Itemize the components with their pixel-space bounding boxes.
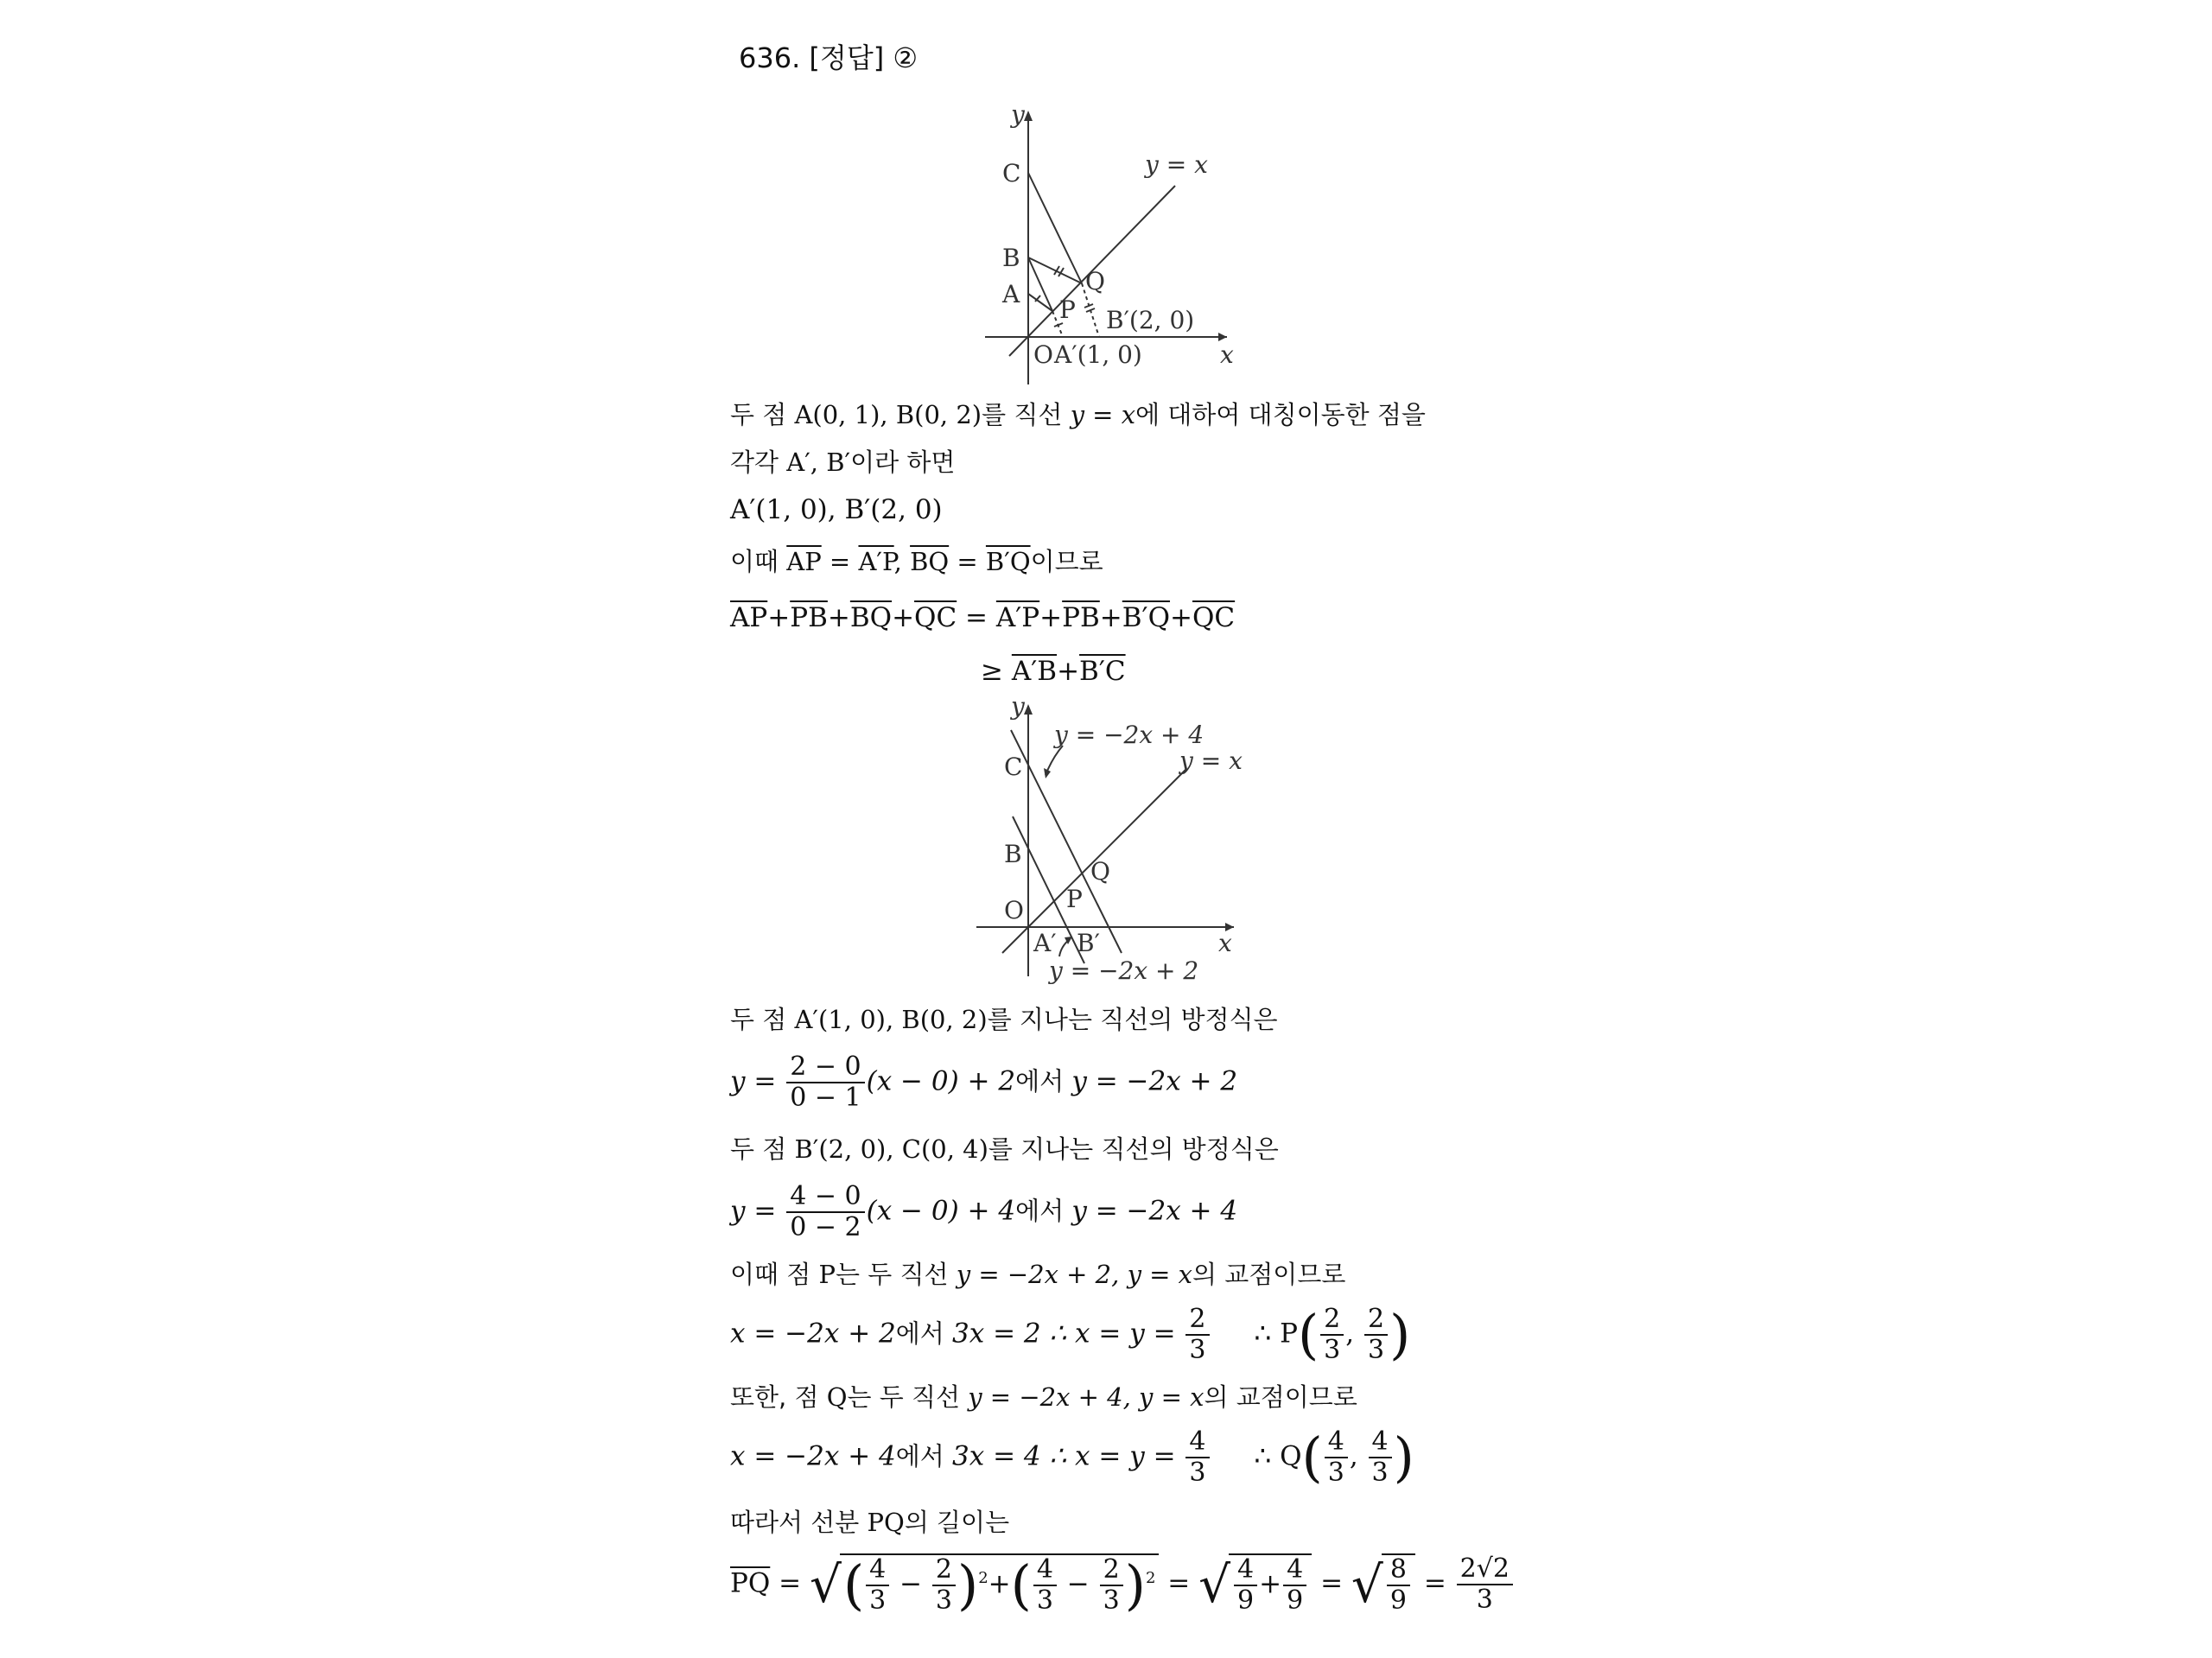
math-expr: y = −2x + 4 [1071, 1195, 1238, 1227]
math-op: + [892, 602, 915, 633]
text-run: 에서 [1015, 1066, 1072, 1096]
point-q-label: Q [1085, 267, 1105, 295]
fraction-numerator: 4 [1369, 1427, 1392, 1458]
text-line-13 [730, 1380, 1357, 1414]
fraction [1320, 1305, 1344, 1365]
fraction [1185, 1427, 1209, 1488]
fraction-numerator: 2 [1100, 1555, 1123, 1586]
origin-label: O [1033, 340, 1053, 369]
fraction-denominator: 3 [1324, 1335, 1341, 1365]
segment-label: $\overline{QC}$ [914, 602, 957, 633]
text-line-8 [730, 1052, 1237, 1113]
fraction-denominator: 0 − 1 [790, 1083, 861, 1113]
text-run: 의 길이는 [904, 1508, 1010, 1537]
line-y-equals-x-label: y = x [1145, 150, 1208, 179]
segment-bq [1028, 257, 1082, 283]
text-line-1 [730, 397, 1426, 432]
left-paren: ( [1297, 1303, 1319, 1366]
segment-label: B′Q [1122, 602, 1171, 633]
text-run: 는 두 직선 [836, 1260, 957, 1289]
math-points: A′(1, 0), B(0, 2) [794, 1005, 988, 1034]
segment-cq [1028, 173, 1082, 283]
segment-label: $\overline{AP}$ [786, 547, 822, 576]
fraction [786, 1052, 864, 1113]
segment-label: A′B [1011, 656, 1058, 687]
exponent: 2 [978, 1569, 988, 1588]
math-line: y = x [1070, 400, 1136, 429]
text-line-12 [730, 1305, 1410, 1365]
text-line-14 [730, 1427, 1414, 1488]
problem-header [739, 41, 918, 75]
fraction-denominator: 3 [1189, 1458, 1206, 1488]
fraction-numerator: 4 [1234, 1555, 1257, 1586]
fraction [1033, 1555, 1057, 1616]
origin-label: O [1004, 896, 1024, 924]
fraction-denominator: 0 − 2 [790, 1212, 861, 1242]
right-paren: ) [1124, 1553, 1146, 1617]
fraction-denominator: 9 [1287, 1585, 1304, 1616]
math-op: = [770, 1567, 810, 1599]
fraction-numerator: 2 [932, 1555, 956, 1586]
point-b-prime-label: B′ [1077, 929, 1100, 957]
math-op: + [827, 602, 850, 633]
math-op: ≥ [981, 656, 1012, 687]
line-y-equals-x-label: y = x [1179, 746, 1243, 775]
text-run: 두 점 [730, 1134, 795, 1164]
fraction [1234, 1555, 1257, 1616]
math-expr: x = −2x + 4 [730, 1440, 896, 1472]
math-expr: (x − 0) + 4 [866, 1195, 1016, 1227]
text-run: 이때 [730, 547, 787, 576]
fraction-denominator: 3 [1036, 1585, 1053, 1616]
text-run: 따라서 선분 [730, 1508, 868, 1537]
segment-label: $\overline{PB}$ [790, 602, 828, 633]
text-run: 이므로 [1030, 547, 1103, 576]
text-line-10 [730, 1182, 1237, 1242]
math-op: + [767, 602, 791, 633]
point-c-label: C [1002, 159, 1021, 187]
segment-label: $\overline{QC}$ [1192, 602, 1236, 633]
text-run: 이라 하면 [850, 448, 956, 477]
fraction-denominator: 9 [1237, 1585, 1255, 1616]
point-a-prime-label: A′ [1033, 929, 1057, 957]
figure-intersection-lines [959, 696, 1253, 989]
radical-sign: √ [1198, 1555, 1231, 1614]
right-paren: ) [957, 1553, 979, 1617]
line-lower-label: y = −2x + 2 [1049, 956, 1199, 985]
fraction-denominator: 3 [869, 1585, 887, 1616]
text-line-9 [730, 1132, 1279, 1166]
point-b-prime-label: B′(2, 0) [1106, 306, 1195, 334]
radical-sign: √ [1351, 1555, 1383, 1614]
left-paren: ( [842, 1553, 865, 1617]
text-line-15 [730, 1505, 1009, 1540]
point-b-label: B [1004, 840, 1022, 868]
fraction-denominator: 3 [1367, 1335, 1385, 1365]
math-op: + [1259, 1568, 1282, 1600]
fraction-numerator: 4 − 0 [786, 1182, 864, 1213]
text-run: 또한, 점 [730, 1382, 827, 1412]
problem-number: 636. [739, 41, 801, 74]
math-point: ∴ Q [1254, 1440, 1302, 1472]
right-paren: ) [1389, 1303, 1411, 1366]
fraction [786, 1182, 864, 1242]
segment-label: A′P [995, 602, 1040, 633]
math-op: − [891, 1568, 931, 1600]
segment-label: $\overline{PB}$ [1062, 602, 1100, 633]
radical-sign: √ [809, 1555, 842, 1614]
fraction [1283, 1555, 1306, 1616]
math-op: + [1039, 602, 1063, 633]
text-run: 두 점 [730, 1005, 795, 1034]
left-paren: ( [1010, 1553, 1032, 1617]
point-c-label: C [1004, 753, 1023, 781]
fraction-denominator: 9 [1389, 1585, 1407, 1616]
y-axis-label: y [1011, 104, 1025, 129]
fraction-denominator: 3 [1189, 1335, 1206, 1365]
math-expr: y = [730, 1065, 785, 1097]
text-run: 는 두 직선 [847, 1382, 969, 1412]
fraction-denominator: 3 [1103, 1585, 1120, 1616]
math-point: ∴ P [1254, 1318, 1298, 1350]
segment-label: A′P [858, 547, 894, 576]
text-run: 의 교점이므로 [1192, 1260, 1346, 1289]
text-run: 에서 [1015, 1196, 1072, 1226]
fraction [1185, 1305, 1209, 1365]
right-paren: ) [1393, 1426, 1414, 1489]
math-op: = [1312, 1567, 1351, 1599]
radicand [1382, 1553, 1415, 1616]
math-expr: y = [730, 1195, 785, 1227]
math-points: B′(2, 0), C(0, 4) [794, 1134, 988, 1164]
math-points: A(0, 1), B(0, 2) [794, 400, 982, 429]
text-run: 를 지나는 직선의 방정식은 [988, 1134, 1279, 1164]
fraction-numerator: 4 [1185, 1427, 1209, 1458]
point-a-label: A [1002, 280, 1020, 308]
text-line-7 [730, 1002, 1278, 1037]
math-point: Q [826, 1382, 848, 1412]
fraction-numerator: 4 [1325, 1427, 1348, 1458]
text-line-3: A′(1, 0), B′(2, 0) [730, 494, 943, 525]
segment-label: $\overline{BQ}$ [910, 547, 950, 576]
math-op: = [1159, 1567, 1199, 1599]
y-axis-arrow [1024, 704, 1033, 715]
math-op: = [957, 602, 996, 633]
x-axis-label: x [1218, 929, 1232, 957]
fraction [1364, 1305, 1388, 1365]
point-p-label: P [1059, 295, 1076, 324]
math-op: = [1414, 1567, 1455, 1599]
math-expr: y = −2x + 4, y = x [968, 1382, 1205, 1412]
fraction [1100, 1555, 1123, 1616]
point-q-label: Q [1090, 857, 1110, 886]
fraction-numerator: 2√2 [1457, 1554, 1513, 1585]
fraction-denominator: 3 [1327, 1458, 1344, 1488]
math-expr: x = −2x + 2 [730, 1318, 896, 1350]
math-op: + [1057, 656, 1080, 687]
fraction-numerator: 4 [866, 1555, 889, 1586]
text-line-6 [981, 654, 1126, 689]
math-expr: (x − 0) + 2 [866, 1065, 1016, 1097]
text-run: 각각 [730, 448, 787, 477]
fraction [1387, 1555, 1410, 1616]
math-op: , [1349, 1440, 1367, 1472]
text-line-5 [730, 600, 1235, 635]
text-run: 두 점 [730, 400, 795, 429]
math-expr: y = −2x + 2 [1071, 1065, 1238, 1097]
text-line-4 [730, 544, 1103, 579]
fraction-numerator: 2 − 0 [786, 1052, 864, 1083]
segment-label: $\overline{BQ}$ [849, 602, 893, 633]
point-p-label: P [1066, 885, 1083, 913]
math-expr: y = −2x + 2, y = x [956, 1260, 1193, 1289]
exponent: 2 [1145, 1569, 1156, 1588]
point-a-prime-label: A′(1, 0) [1054, 340, 1142, 369]
segment-label: $\overline{AP}$ [730, 602, 768, 633]
math-op: = [821, 547, 859, 576]
radicand [1229, 1553, 1312, 1616]
point-b-label: B [1002, 244, 1020, 272]
radicand [840, 1553, 1159, 1616]
fraction-numerator: 2 [1364, 1305, 1388, 1336]
math-op: + [1099, 602, 1122, 633]
fraction-denominator: 3 [935, 1585, 953, 1616]
math-expr: 3x = 4 ∴ x = y = [952, 1440, 1185, 1472]
text-run: 를 직선 [982, 400, 1071, 429]
math-points: A′, B′ [786, 448, 851, 477]
figure-reflection [968, 104, 1253, 389]
math-segment: PQ [867, 1508, 905, 1537]
math-expr: 3x = 2 ∴ x = y = [952, 1318, 1185, 1350]
fraction-numerator: 4 [1283, 1555, 1306, 1586]
y-axis-label: y [1011, 696, 1025, 721]
fraction [932, 1555, 956, 1616]
text-run: 에서 [895, 1318, 953, 1349]
text-line-2 [730, 445, 955, 480]
fraction-numerator: 2 [1320, 1305, 1344, 1336]
text-line-11 [730, 1257, 1345, 1292]
left-paren: ( [1301, 1426, 1323, 1489]
fraction [1325, 1427, 1348, 1488]
answer-label: [정답] [809, 41, 885, 74]
fraction-denominator: 3 [1371, 1458, 1389, 1488]
text-run: 에서 [895, 1441, 953, 1471]
fraction-result [1457, 1554, 1513, 1615]
segment-label: B′Q [985, 547, 1031, 576]
math-point: P [818, 1260, 836, 1289]
math-op: + [988, 1568, 1011, 1600]
fraction [866, 1555, 889, 1616]
y-axis-arrow [1024, 111, 1033, 121]
fraction-numerator: 8 [1387, 1555, 1410, 1586]
line-upper-label: y = −2x + 4 [1054, 721, 1205, 749]
text-run: 의 교점이므로 [1204, 1382, 1357, 1412]
text-run: 이때 점 [730, 1260, 819, 1289]
segment-label: B′C [1079, 656, 1126, 687]
fraction-numerator: 4 [1033, 1555, 1057, 1586]
text-line-16 [730, 1553, 1515, 1616]
math-op: + [1170, 602, 1192, 633]
text-run: 에 대하여 대칭이동한 점을 [1135, 400, 1426, 429]
fraction-denominator: 3 [1476, 1585, 1493, 1615]
segment-label: $\overline{PQ}$ [730, 1567, 771, 1599]
math-op: , [893, 547, 911, 576]
fraction-numerator: 2 [1185, 1305, 1209, 1336]
math-op: = [949, 547, 986, 576]
text-run: 를 지나는 직선의 방정식은 [987, 1005, 1278, 1034]
math-op: , [1345, 1318, 1363, 1350]
fraction [1369, 1427, 1392, 1488]
answer-value: ② [893, 41, 918, 74]
x-axis-label: x [1220, 340, 1234, 369]
math-op: − [1058, 1568, 1098, 1600]
